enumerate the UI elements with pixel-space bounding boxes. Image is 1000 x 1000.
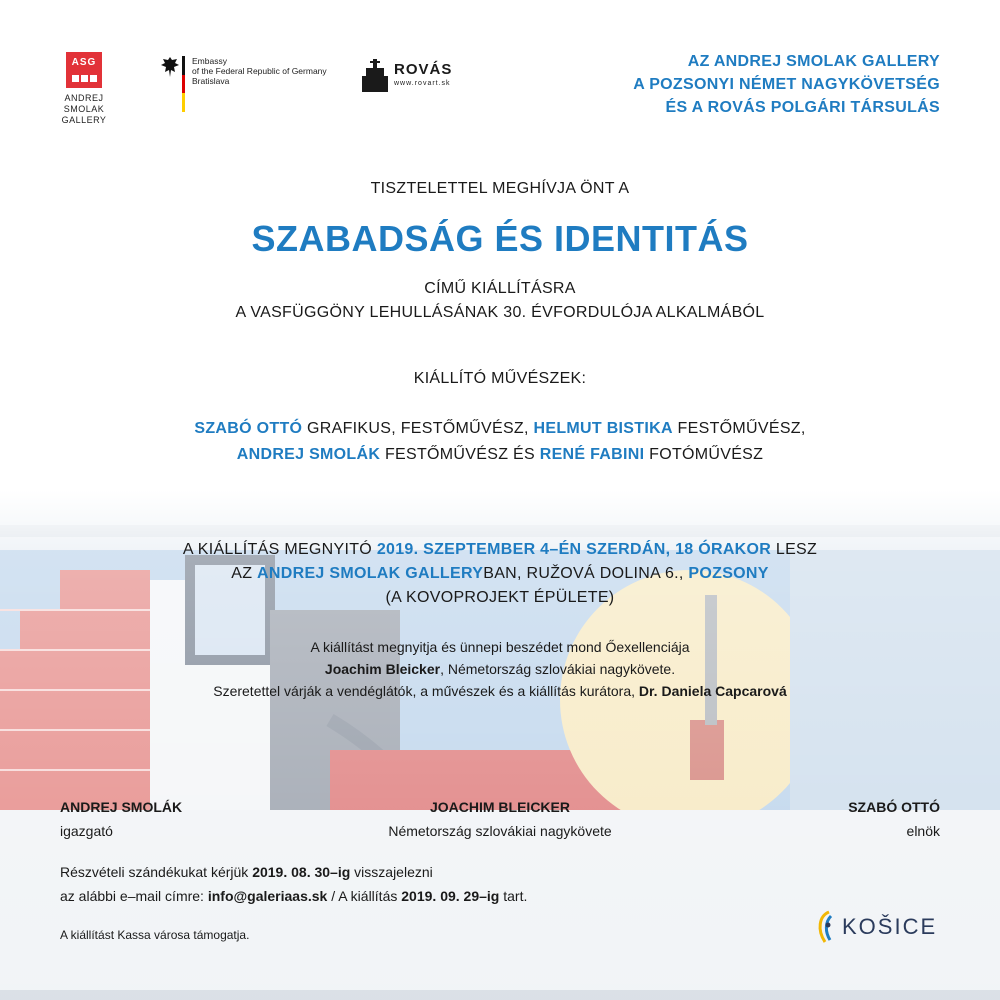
invite-line: TISZTELETTEL MEGHÍVJA ÖNT A [370,180,630,197]
subtitle-line2: A VASFÜGGÖNY LEHULLÁSÁNAK 30. ÉVFORDULÓJA ALKALMÁBÓL [235,304,765,321]
artist-name: RENÉ FABINI [539,446,645,463]
opening-city: POZSONY [688,565,769,582]
german-flag-icon [182,56,185,112]
embassy-text [192,56,327,86]
artists-line2 [0,442,1000,468]
opening-line2 [0,562,1000,586]
embassy-line1: Embassy [192,56,227,66]
signature-name: SZABÓ OTTÓ [848,799,940,815]
artist-role: GRAFIKUS, FESTŐMŰVÉSZ, [302,420,534,437]
artist-name: HELMUT BISTIKA [533,420,673,437]
opening-venue: ANDREJ SMOLAK GALLERY [257,565,484,582]
opening-line3: (A KOVOPROJEKT ÉPÜLETE) [385,589,615,606]
hosts-block [633,50,940,119]
curator-name: Dr. Daniela Capcarová [638,683,787,699]
host-line: AZ ANDREJ SMOLAK GALLERY [687,53,940,70]
artist-role: FESTŐMŰVÉSZ, [672,420,806,437]
signature-chairman [848,795,940,843]
speech-line1: A kiállítást megnyitja és ünnepi beszédet mond Őexellenciája [310,639,690,655]
opening-text: A KIÁLLÍTÁS MEGNYITÓ [182,541,377,558]
eagle-icon [160,56,180,78]
asg-logo-letters: ASG [71,57,97,68]
opening-text: AZ [231,565,258,582]
rsvp-text: Részvételi szándékukat kérjük [60,864,253,880]
opening-address: BAN, RUŽOVÁ DOLINA 6., [483,565,689,582]
asg-name-line2: GALLERY [61,115,107,125]
exhibition-subtitle [0,277,1000,325]
signature-director [60,795,182,843]
rsvp-email[interactable]: info@galeriaas.sk [207,888,328,904]
asg-logo-mark [66,52,102,88]
asg-logo [48,52,120,126]
subtitle-line1: CÍMŰ KIÁLLÍTÁSRA [424,280,576,297]
opening-info [0,538,1000,610]
signature-role: igazgató [60,823,113,839]
embassy-line3: Bratislava [192,76,230,86]
ambassador-title: , Németország szlovákiai nagykövete. [440,661,676,677]
ambassador-name: Joachim Bleicker [324,661,441,677]
exhibition-title: SZABADSÁG ÉS IDENTITÁS [251,218,749,259]
artists-line1 [0,416,1000,442]
rovas-name: ROVÁS [394,61,453,78]
artist-role: FESTŐMŰVÉSZ ÉS [380,446,540,463]
rsvp-text: az alábbi e–mail címre: [60,888,208,904]
castle-icon [362,56,388,92]
speech-line3 [0,680,1000,702]
rovas-url: www.rovart.sk [394,80,451,87]
welcome-text: Szeretettel várják a vendéglátók, a művészek és a kiállítás kurátora, [213,683,639,699]
artists-heading: KIÁLLÍTÓ MŰVÉSZEK: [413,370,587,387]
rsvp-text: visszajelezni [350,864,433,880]
signature-name: ANDREJ SMOLÁK [60,799,183,815]
kosice-mark-icon [815,910,837,944]
rsvp-info [60,860,527,908]
artists-list [0,416,1000,468]
artist-name: SZABÓ OTTÓ [194,420,303,437]
rsvp-line2 [60,884,527,908]
kosice-name: KOŠICE [842,914,938,939]
signature-name: JOACHIM BLEICKER [429,799,570,815]
rsvp-text: tart. [499,888,528,904]
exhibition-end-date: 2019. 09. 29–ig [401,888,500,904]
rsvp-deadline: 2019. 08. 30–ig [252,864,351,880]
kosice-logo [815,910,945,946]
embassy-line2: of the Federal Republic of Germany [192,66,327,76]
signature-role: Németország szlovákiai nagykövete [388,823,612,839]
rovas-logo [362,56,462,96]
embassy-logo [160,56,340,112]
asg-name-line1: ANDREJ SMOLAK [63,93,105,114]
opening-date: 2019. SZEPTEMBER 4–ÉN SZERDÁN, 18 ÓRAKOR [376,541,772,558]
signature-ambassador [350,795,650,843]
speech-line2 [0,658,1000,680]
support-note: A kiállítást Kassa városa támogatja. [60,928,250,942]
host-line: A POZSONYI NÉMET NAGYKÖVETSÉG [633,76,940,93]
speech-info [0,636,1000,702]
rsvp-text: / A kiállítás [327,888,402,904]
opening-line1 [0,538,1000,562]
asg-logo-name [48,93,120,126]
artist-role: FOTÓMŰVÉSZ [644,446,764,463]
host-line: ÉS A ROVÁS POLGÁRI TÁRSULÁS [665,99,940,116]
artist-name: ANDREJ SMOLÁK [236,446,381,463]
rsvp-line1 [60,860,527,884]
opening-text: LESZ [771,541,818,558]
signature-role: elnök [906,823,940,839]
